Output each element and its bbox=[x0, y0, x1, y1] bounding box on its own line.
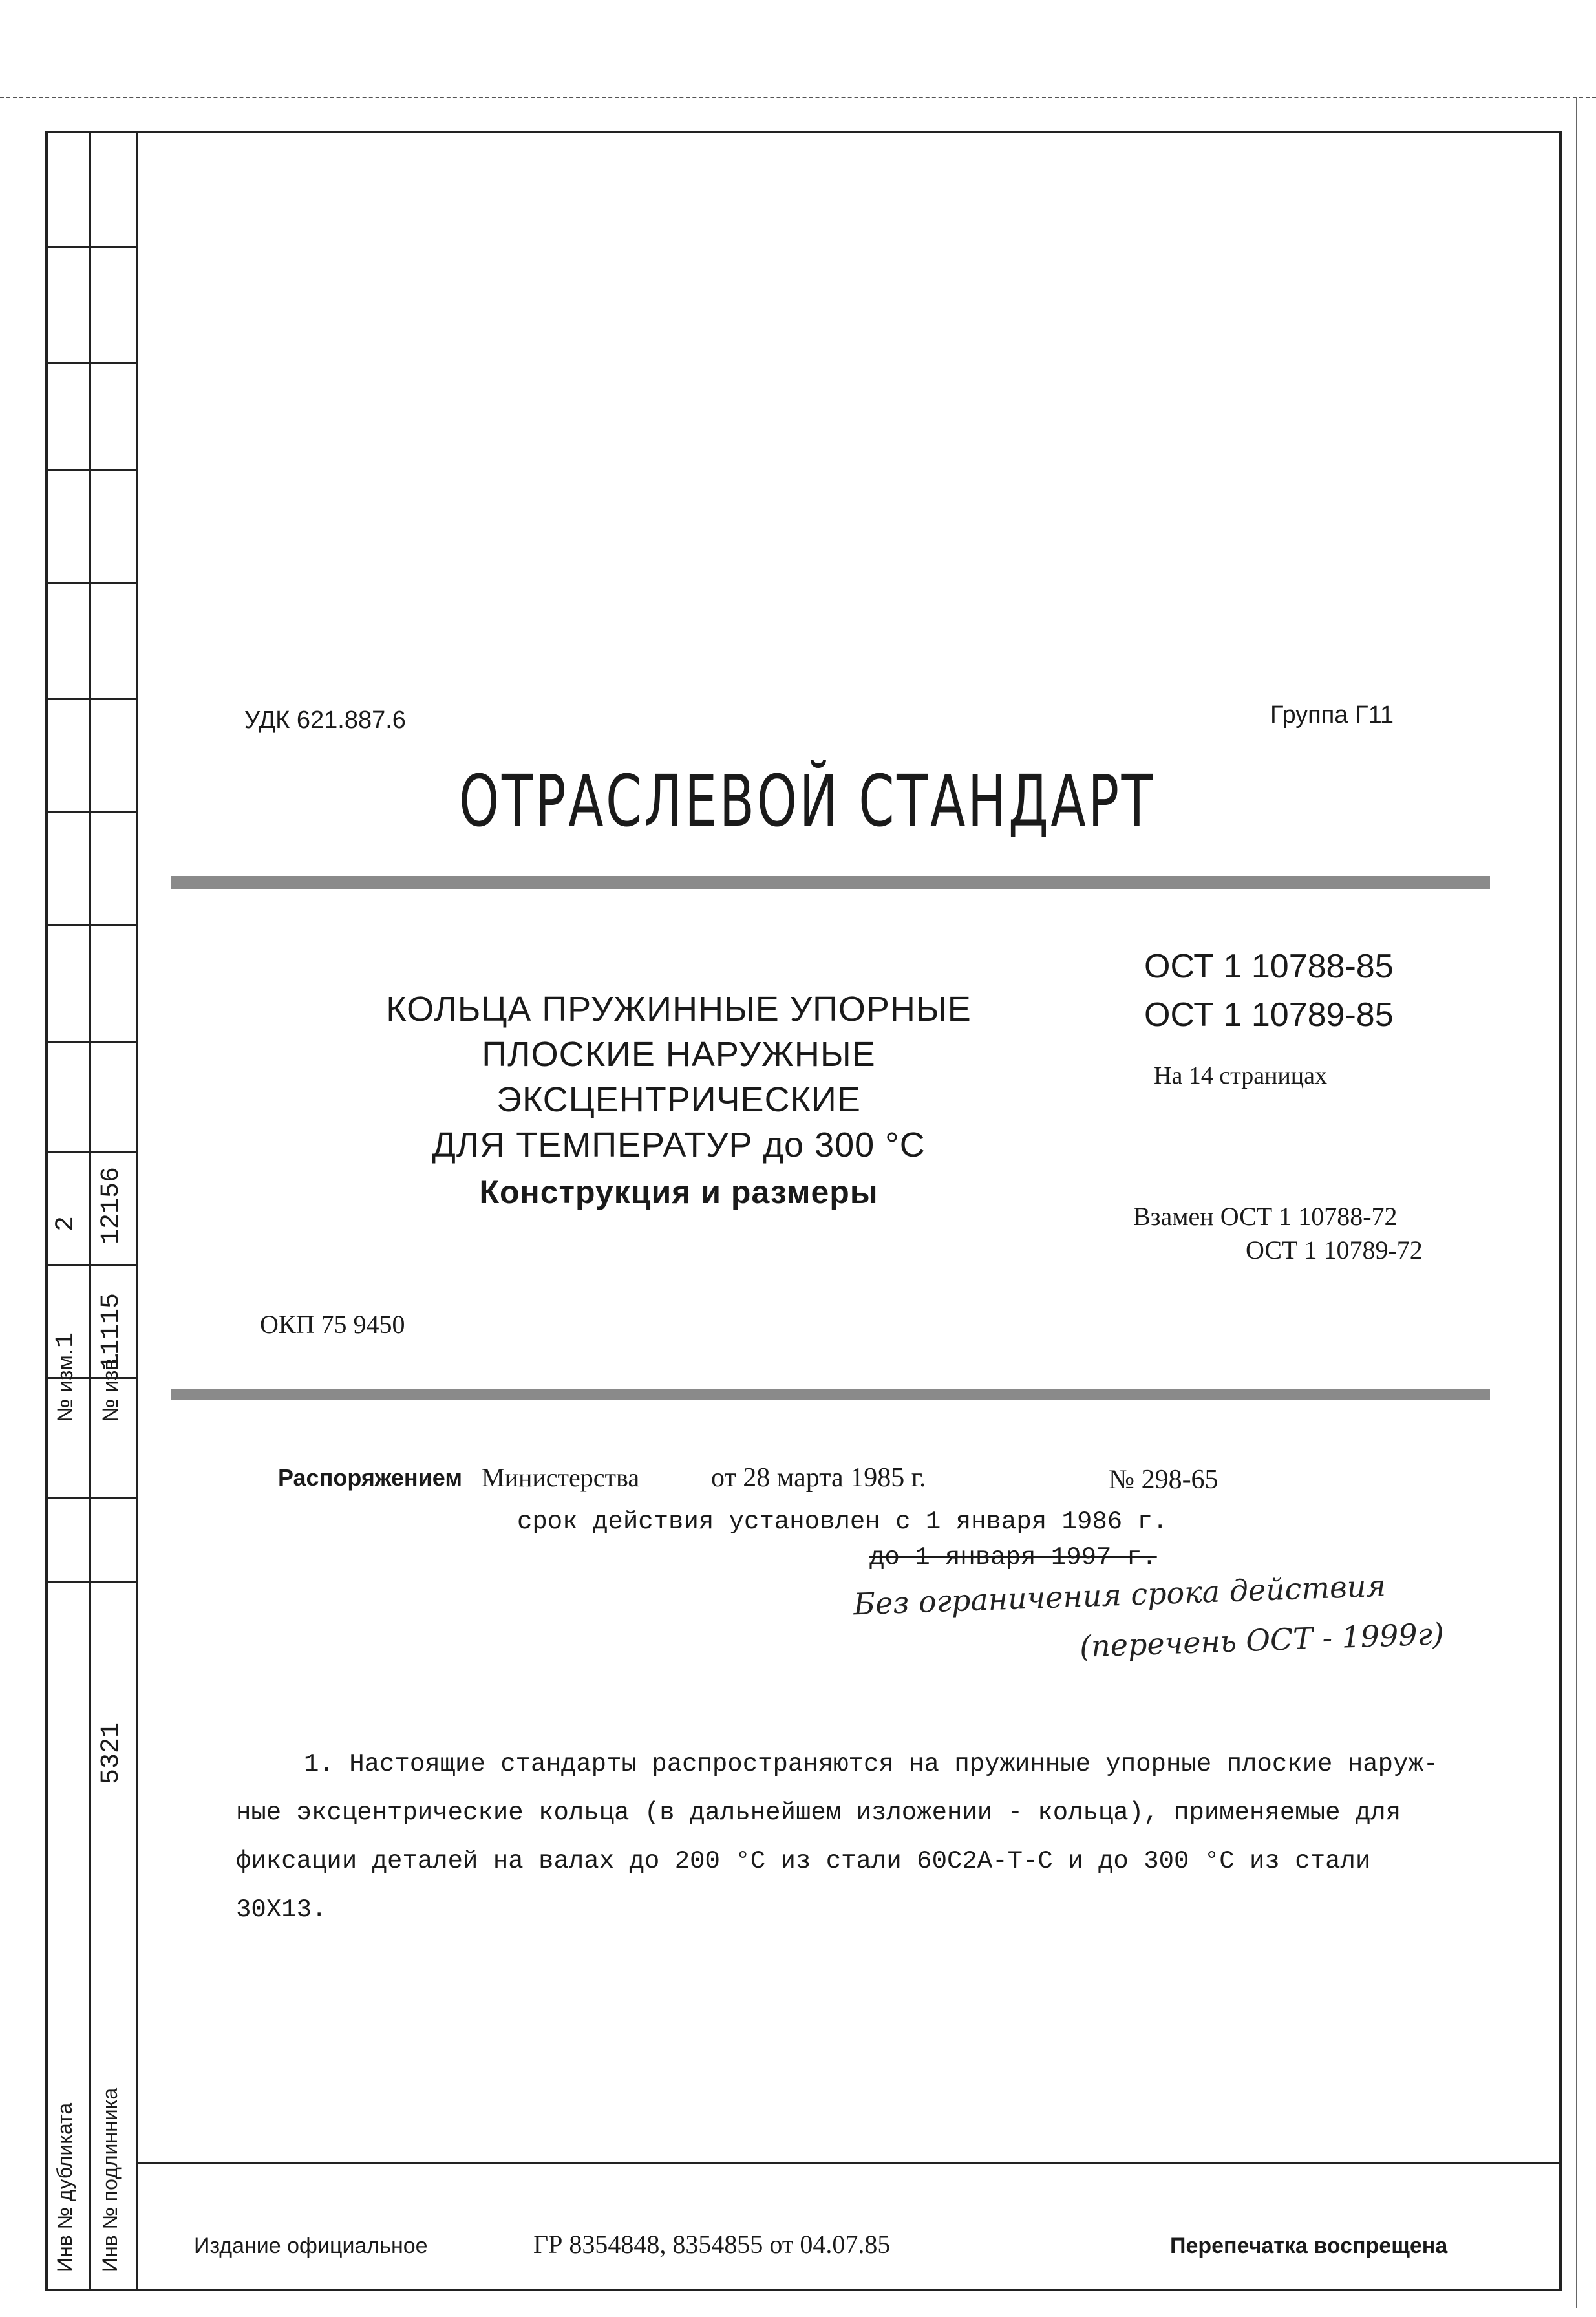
grid-line bbox=[45, 811, 136, 813]
grid-line bbox=[45, 924, 136, 926]
edition-label: Издание официальное bbox=[194, 2234, 428, 2258]
page-title: ОТРАСЛЕВОЙ СТАНДАРТ bbox=[459, 760, 1155, 842]
izm-2: 2 bbox=[52, 1215, 81, 1232]
replaces-1: Взамен ОСТ 1 10788-72 bbox=[1133, 1202, 1398, 1231]
dubl-label: Инв № дубликата bbox=[53, 2102, 76, 2272]
grid-line bbox=[45, 246, 136, 248]
doc-title-line4: ДЛЯ ТЕМПЕРАТУР до 300 °С bbox=[432, 1126, 926, 1164]
page-top-edge bbox=[0, 97, 1596, 98]
order-number: № 298-65 bbox=[1109, 1465, 1218, 1495]
paragraph-line4: 30Х13. bbox=[236, 1895, 327, 1924]
podl-label: Инв № подлинника bbox=[98, 2087, 122, 2272]
paragraph-line2: ные эксцентрические кольца (в дальнейшем изложении - кольца), применяемые для bbox=[236, 1799, 1401, 1827]
grid-line bbox=[45, 1264, 136, 1266]
grid-line bbox=[45, 1151, 136, 1153]
izv-1: 11115 bbox=[97, 1292, 126, 1371]
ost-number-1: ОСТ 1 10788-85 bbox=[1144, 948, 1394, 985]
izv-2: 12156 bbox=[97, 1166, 126, 1244]
grid-line bbox=[45, 1041, 136, 1043]
reprint-notice: Перепечатка воспрещена bbox=[1170, 2234, 1448, 2258]
udk: УДК 621.887.6 bbox=[244, 707, 406, 734]
order-date: от 28 марта 1985 г. bbox=[711, 1463, 926, 1493]
doc-subtitle: Конструкция и размеры bbox=[479, 1174, 878, 1210]
footer-rule bbox=[136, 2162, 1562, 2164]
group: Группа Г11 bbox=[1270, 701, 1394, 729]
paragraph-line3: фиксации деталей на валах до 200 °С из стали 60С2А-Т-С и до 300 °С из стали bbox=[236, 1847, 1371, 1875]
izm-label: № изм. bbox=[53, 1349, 78, 1422]
struck-expiry: до 1 января 1997 г. bbox=[869, 1543, 1157, 1572]
doc-title-line3: ЭКСЦЕНТРИЧЕСКИЕ bbox=[496, 1080, 861, 1119]
grid-line bbox=[45, 1497, 136, 1499]
margin-divider-1 bbox=[89, 131, 91, 2291]
handwritten-note-1: Без ограничения срока действия bbox=[853, 1568, 1387, 1622]
okp-code: ОКП 75 9450 bbox=[260, 1310, 405, 1339]
page-count: На 14 страницах bbox=[1154, 1062, 1327, 1089]
grid-line bbox=[45, 362, 136, 364]
replaces-2: ОСТ 1 10789-72 bbox=[1246, 1235, 1423, 1265]
grid-line bbox=[45, 698, 136, 700]
izm-1: 1 bbox=[52, 1332, 81, 1348]
grid-line bbox=[45, 582, 136, 584]
ost-number-2: ОСТ 1 10789-85 bbox=[1144, 996, 1394, 1034]
middle-rule bbox=[171, 1389, 1490, 1400]
podlinnik-number: 5321 bbox=[97, 1722, 126, 1784]
page-right-edge bbox=[1576, 97, 1577, 2308]
validity-term: срок действия установлен с 1 января 1986 г. bbox=[517, 1508, 1168, 1536]
order-ministry: Министерства bbox=[482, 1463, 640, 1492]
handwritten-note-2: (перечень ОСТ - 1999г) bbox=[1079, 1616, 1445, 1664]
header-rule bbox=[171, 876, 1490, 889]
grid-line bbox=[45, 469, 136, 471]
doc-title-line2: ПЛОСКИЕ НАРУЖНЫЕ bbox=[482, 1035, 876, 1074]
gr-registration: ГР 8354848, 8354855 от 04.07.85 bbox=[533, 2230, 891, 2259]
order-label: Распоряжением bbox=[278, 1464, 462, 1491]
izv-label: № изв. bbox=[98, 1352, 123, 1422]
doc-title-line1: КОЛЬЦА ПРУЖИННЫЕ УПОРНЫЕ bbox=[386, 990, 972, 1029]
grid-line bbox=[45, 1581, 136, 1583]
paragraph-line1: 1. Настоящие стандарты распространяются на пружинные упорные плоские наруж- bbox=[304, 1750, 1439, 1778]
margin-divider-2 bbox=[136, 131, 138, 2291]
